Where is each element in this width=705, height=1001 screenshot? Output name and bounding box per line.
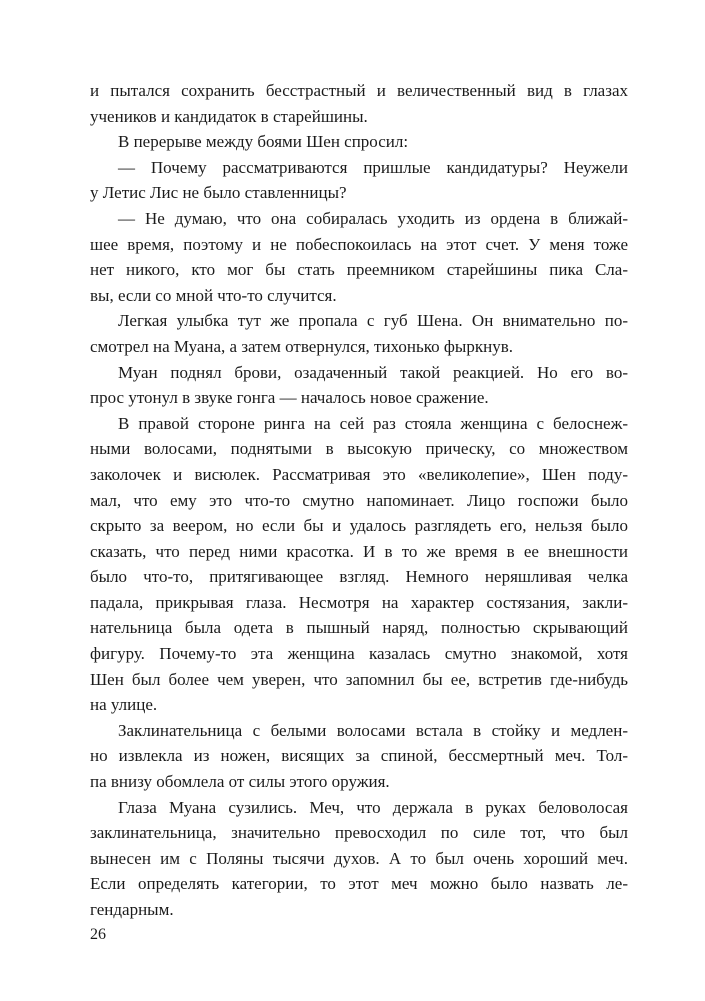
text-line: вынесен им с Поляны тысячи духов. А то был очень хороший меч. [90, 848, 628, 868]
page-text [90, 78, 628, 923]
text-line: — Не думаю, что она собиралась уходить из ордена в ближай- [118, 208, 628, 228]
text-line: сказать, что перед ними красотка. И в то же время в ее внешности [90, 541, 628, 561]
paragraph [90, 411, 628, 718]
text-line: было что-то, притягивающее взгляд. Немного неряшливая челка [90, 567, 628, 587]
text-line: нательница была одета в пышный наряд, полностью скрывающий [90, 618, 628, 638]
page-number: 26 [90, 926, 106, 943]
paragraph [90, 206, 628, 308]
text-line: заклинательница, значительно превосходил по силе тот, что был [90, 823, 628, 843]
text-line: Муан поднял брови, озадаченный такой реакцией. Но его во- [118, 362, 628, 382]
text-line: на улице. [90, 695, 158, 715]
paragraph [90, 360, 628, 411]
text-line: нет никого, кто мог бы стать преемником старейшины пика Сла- [90, 260, 628, 280]
paragraph [90, 308, 628, 359]
text-line: но извлекла из ножен, висящих за спиной, бессмертный меч. Тол- [90, 746, 628, 766]
text-line: прос утонул в звуке гонга — началось новое сражение. [90, 388, 489, 408]
text-line: заколочек и висюлек. Рассматривая это «великолепие», Шен поду- [90, 464, 628, 484]
text-line: Заклинательница с белыми волосами встала в стойку и медлен- [118, 720, 628, 740]
text-line: Если определять категории, то этот меч можно было назвать ле- [90, 874, 628, 894]
text-line: фигуру. Почему-то эта женщина казалась смутно знакомой, хотя [90, 644, 628, 664]
text-line: ными волосами, поднятыми в высокую прическу, со множеством [90, 439, 628, 459]
paragraph [90, 78, 628, 129]
paragraph [90, 795, 628, 923]
text-line: гендарным. [90, 900, 174, 919]
text-line: падала, прикрывая глаза. Несмотря на характер состязания, закли- [90, 592, 628, 612]
text-line: смотрел на Муана, а затем отвернулся, тихонько фыркнув. [90, 336, 513, 356]
paragraph [90, 129, 628, 155]
text-line: учеников и кандидаток в старейшины. [90, 106, 368, 126]
text-line: Шен был более чем уверен, что запомнил бы ее, встретив где-нибудь [90, 669, 628, 689]
paragraph [90, 718, 628, 795]
text-line: В перерыве между боями Шен спросил: [118, 132, 409, 152]
text-line: мал, что ему это что-то смутно напоминает. Лицо госпожи было [90, 490, 628, 510]
text-line: Глаза Муана сузились. Меч, что держала в руках беловолосая [118, 797, 628, 817]
paragraph [90, 155, 628, 206]
text-line: па внизу обомлела от силы этого оружия. [90, 772, 390, 792]
text-line: шее время, поэтому и не побеспокоилась на этот счет. У меня тоже [90, 234, 628, 254]
text-line: Легкая улыбка тут же пропала с губ Шена. Он внимательно по- [118, 311, 628, 331]
text-line: у Летис Лис не было ставленницы? [90, 183, 347, 203]
text-line: и пытался сохранить бесстрастный и величественный вид в глазах [90, 81, 628, 100]
text-line: В правой стороне ринга на сей раз стояла женщина с белоснеж- [118, 413, 628, 433]
text-line: — Почему рассматриваются пришлые кандидатуры? Неужели [118, 157, 628, 177]
text-line: вы, если со мной что-то случится. [90, 285, 337, 305]
text-line: скрыто за веером, но если бы и удалось разглядеть его, нельзя было [90, 516, 628, 536]
